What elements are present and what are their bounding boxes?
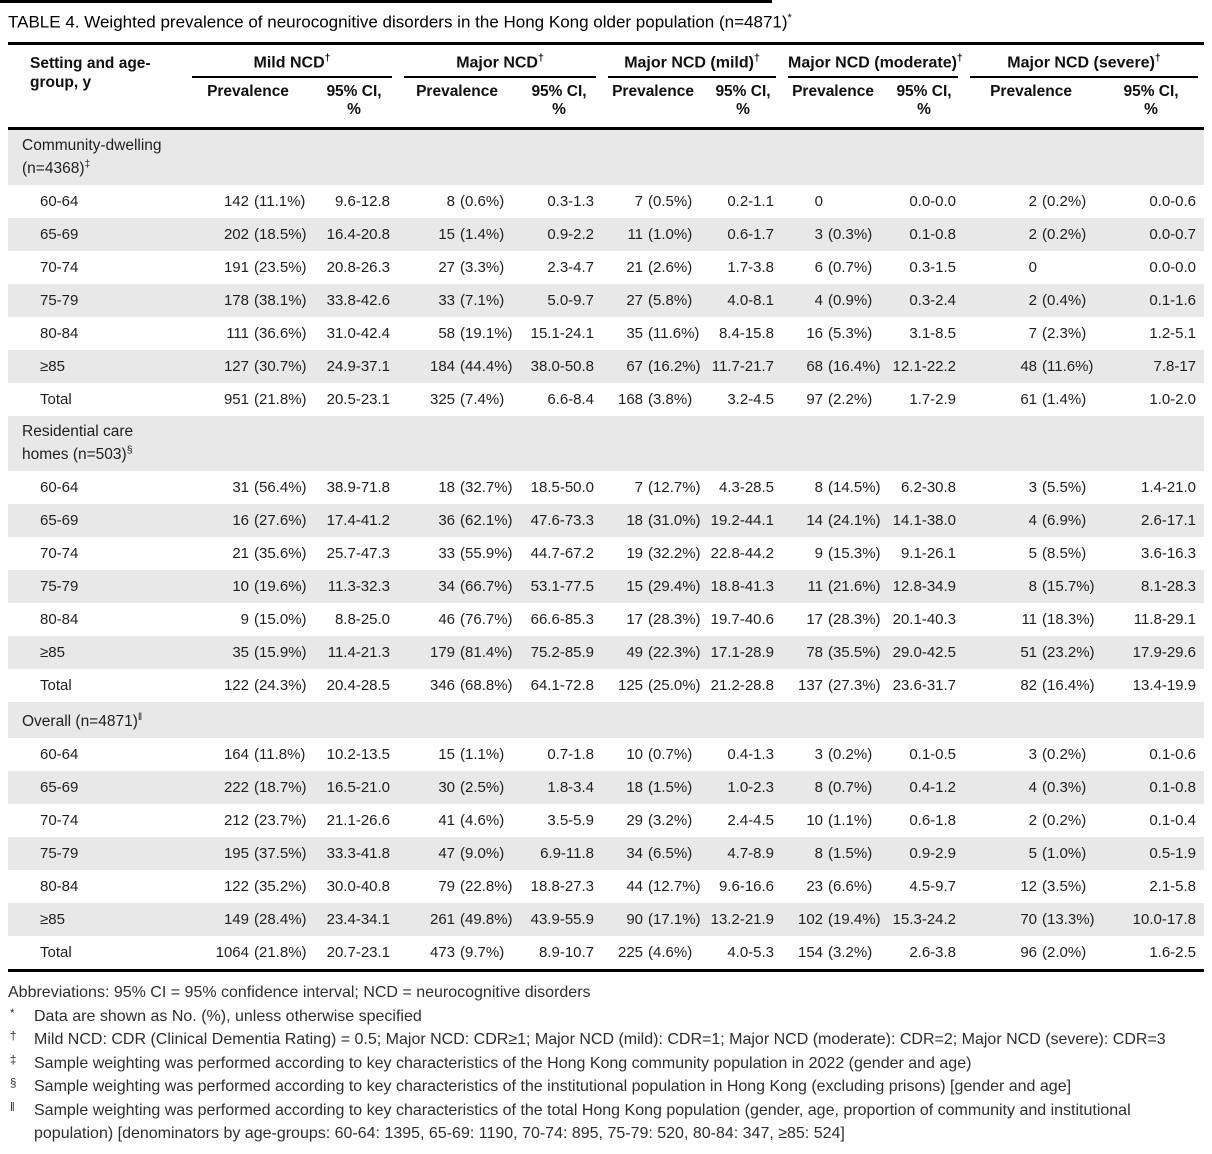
ci-cell: 1.0-2.3 [704, 771, 782, 804]
row-label: 65-69 [8, 504, 186, 537]
prevalence-cell: 261 (49.8%) [398, 903, 516, 936]
ci-cell: 0.4-1.3 [727, 746, 775, 764]
data-row [8, 317, 1204, 350]
ci-cell: 33.8-42.6 [310, 284, 398, 317]
ci-cell: 8.9-10.7 [516, 936, 602, 971]
footnote-section: § Sample weighting was performed according to key characteristics of the institutional population in Hong Kong (excluding prisons) [gender and age] [10, 1078, 1072, 1096]
prevalence-cell: 33 (55.9%) [438, 545, 513, 563]
section-header: Overall (n=4871)‖ [8, 702, 1204, 738]
prevalence-cell: 10 (19.6%) [186, 570, 310, 603]
prevalence-cell: 2 (0.2%) [964, 218, 1098, 251]
prevalence-cell: 58 (19.1%) [438, 325, 513, 343]
row-header-label: Setting and age-group, y [8, 43, 186, 128]
data-row [8, 603, 1204, 636]
prevalence-cell: 102 (19.4%) [782, 903, 884, 936]
data-row [8, 570, 1204, 603]
footnote-dagger: † Mild NCD: CDR (Clinical Dementia Rating) = 0.5; Major NCD: CDR≥1; Major NCD (mild): CDR=1; Major NCD (moderate): CDR=2; Major NCD (severe): CDR=3 [10, 1031, 1166, 1049]
prevalence-cell: 4 (0.9%) [782, 284, 884, 317]
data-row [8, 903, 1204, 936]
data-row [8, 771, 1204, 804]
ci-cell: 11.3-32.3 [310, 570, 398, 603]
ci-cell: 23.4-34.1 [310, 903, 398, 936]
prevalence-cell: 8 (14.5%) [814, 479, 881, 497]
prevalence-cell: 33 (7.1%) [398, 284, 516, 317]
ci-cell: 10.2-13.5 [326, 746, 391, 764]
ci-cell: 4.0-8.1 [704, 284, 782, 317]
ci-cell: 20.8-26.3 [326, 259, 391, 277]
ci-cell: 17.1-28.9 [704, 636, 782, 669]
prevalence-cell: 18 (1.5%) [602, 771, 704, 804]
prevalence-cell: 61 (1.4%) [1020, 391, 1087, 409]
ci-cell: 11.7-21.7 [704, 350, 782, 383]
ci-cell: 0.6-1.7 [704, 218, 782, 251]
prevalence-cell: 184 (44.4%) [398, 350, 516, 383]
ci-cell: 17.9-29.6 [1098, 636, 1204, 669]
data-row [8, 636, 1204, 669]
prevalence-cell: 11 (1.0%) [602, 218, 704, 251]
prevalence-cell: 97 (2.2%) [806, 391, 873, 409]
ci-cell: 21.2-28.8 [710, 677, 775, 695]
prevalence-cell: 11 (18.3%) [1021, 611, 1095, 629]
footnote-double-dagger: ‡ Sample weighting was performed according to key characteristics of the Hong Kong community population in 2022 (gender and age) [10, 1054, 972, 1072]
prevalence-cell: 34 (6.5%) [602, 837, 704, 870]
ci-cell: 11.8-29.1 [1133, 611, 1197, 629]
ci-cell: 4.0-5.3 [704, 936, 782, 971]
prevalence-cell: 325 (7.4%) [429, 391, 505, 409]
prevalence-cell: 17 (28.3%) [626, 611, 701, 629]
subheader-prevalence: Prevalence [782, 78, 884, 129]
ci-cell: 0.1-0.8 [1098, 771, 1204, 804]
group-header-major-ncd: Major NCD† [398, 43, 602, 78]
prevalence-cell: 9 (15.3%) [814, 545, 881, 563]
ci-cell: 4.7-8.9 [704, 837, 782, 870]
row-label: 75-79 [8, 837, 186, 870]
ci-cell: 53.1-77.5 [516, 570, 602, 603]
ci-cell: 19.7-40.6 [710, 611, 775, 629]
prevalence-cell: 4 (0.3%) [964, 771, 1098, 804]
prevalence-cell: 951 (21.8%) [223, 391, 307, 409]
ci-cell: 18.5-50.0 [530, 479, 595, 497]
ci-cell: 0.9-2.2 [516, 218, 602, 251]
prevalence-cell: 346 (68.8%) [429, 677, 513, 695]
prevalence-cell: 3 (0.2%) [814, 746, 873, 764]
ci-cell: 0.4-1.2 [884, 771, 964, 804]
ci-cell: 20.7-23.1 [310, 936, 398, 971]
ci-cell: 6.2-30.8 [900, 479, 957, 497]
row-label: 80-84 [40, 611, 79, 629]
subheader-ci: 95% CI, % [516, 78, 602, 129]
ci-cell: 66.6-85.3 [530, 611, 595, 629]
data-row [8, 350, 1204, 383]
prevalence-cell: 7 (0.5%) [634, 193, 693, 211]
prevalence-cell: 7 (2.3%) [1028, 325, 1087, 343]
prevalence-cell: 179 (81.4%) [398, 636, 516, 669]
prevalence-cell: 8 (0.6%) [446, 193, 505, 211]
prevalence-cell: 1064 (21.8%) [186, 936, 310, 971]
table-body [8, 128, 1204, 970]
row-label: 80-84 [40, 878, 79, 896]
section-row [8, 702, 1204, 738]
ci-cell: 0.7-1.8 [547, 746, 595, 764]
ci-cell: 19.2-44.1 [704, 504, 782, 537]
subheader-ci: 95% CI, % [704, 78, 782, 129]
prevalence-cell: 17 (28.3%) [806, 611, 881, 629]
ci-cell: 2.6-3.8 [884, 936, 964, 971]
row-label: 60-64 [40, 479, 79, 497]
prevalence-cell: 222 (18.7%) [186, 771, 310, 804]
data-row [8, 936, 1204, 971]
prevalence-cell: 8 (15.7%) [964, 570, 1098, 603]
prevalence-cell: 3 (5.5%) [1028, 479, 1087, 497]
row-label: Total [8, 936, 186, 971]
ci-cell: 15.1-24.1 [530, 325, 595, 343]
prevalence-cell: 122 (35.2%) [223, 878, 307, 896]
ci-cell: 38.0-50.8 [516, 350, 602, 383]
ci-cell: 1.7-3.8 [727, 259, 775, 277]
prevalence-cell: 149 (28.4%) [186, 903, 310, 936]
prevalence-cell: 46 (76.7%) [438, 611, 513, 629]
data-row [8, 537, 1204, 570]
ci-cell: 1.6-2.5 [1098, 936, 1204, 971]
prevalence-cell: 12 (3.5%) [1020, 878, 1087, 896]
ci-cell: 22.8-44.2 [710, 545, 775, 563]
ci-cell: 38.9-71.8 [326, 479, 391, 497]
data-row [8, 738, 1204, 771]
prevalence-cell: 27 (5.8%) [602, 284, 704, 317]
ci-cell: 0.1-0.6 [1149, 746, 1197, 764]
prevalence-cell: 27 (3.3%) [438, 259, 505, 277]
ci-cell: 0.3-1.3 [547, 193, 595, 211]
row-label: 65-69 [8, 771, 186, 804]
ci-cell: 12.1-22.2 [884, 350, 964, 383]
ci-cell: 4.3-28.5 [718, 479, 775, 497]
group-header-major-ncd-severe: Major NCD (severe)† [964, 43, 1204, 78]
prevalence-cell: 10 (1.1%) [806, 812, 873, 830]
data-row [8, 383, 1204, 416]
ci-cell: 2.3-4.7 [547, 259, 595, 277]
prevalence-cell: 51 (23.2%) [964, 636, 1098, 669]
prevalence-cell: 16 (5.3%) [806, 325, 873, 343]
ci-cell: 23.6-31.7 [892, 677, 957, 695]
ci-cell: 8.1-28.3 [1098, 570, 1204, 603]
subheader-prevalence: Prevalence [398, 78, 516, 129]
prevalence-cell: 49 (22.3%) [602, 636, 704, 669]
prevalence-cell: 10 (0.7%) [626, 746, 693, 764]
ci-cell: 1.8-3.4 [516, 771, 602, 804]
ci-cell: 0.0-0.0 [909, 193, 957, 211]
prevalence-cell: 47 (9.0%) [398, 837, 516, 870]
ci-cell: 3.6-16.3 [1140, 545, 1197, 563]
ci-cell: 20.4-28.5 [326, 677, 391, 695]
row-label: 75-79 [8, 570, 186, 603]
table-title-footnote-marker: * [787, 12, 792, 24]
ci-cell: 11.4-21.3 [310, 636, 398, 669]
row-label: 65-69 [8, 218, 186, 251]
prevalence-cell: 3 (0.2%) [1028, 746, 1087, 764]
ci-cell: 0.5-1.9 [1098, 837, 1204, 870]
row-label: ≥85 [8, 903, 186, 936]
prevalence-cell: 15 (29.4%) [602, 570, 704, 603]
prevalence-cell: 70 (13.3%) [964, 903, 1098, 936]
prevalence-cell: 35 (15.9%) [186, 636, 310, 669]
cropped-top-rule [0, 0, 772, 3]
prevalence-cell: 44 (12.7%) [626, 878, 701, 896]
subheader-ci: 95% CI, % [1098, 78, 1204, 129]
ci-cell: 31.0-42.4 [326, 325, 391, 343]
prevalence-cell: 15 (1.4%) [398, 218, 516, 251]
prevalence-cell: 2 (0.2%) [1028, 812, 1087, 830]
footnotes [8, 981, 1204, 1146]
ci-cell: 0.1-0.5 [909, 746, 957, 764]
prevalence-cell: 23 (6.6%) [806, 878, 873, 896]
prevalence-cell: 125 (25.0%) [617, 677, 701, 695]
ci-cell: 13.4-19.9 [1132, 677, 1197, 695]
ci-cell: 2.1-5.8 [1149, 878, 1197, 896]
section-footnote-marker: § [126, 444, 133, 457]
prevalence-cell: 16 (27.6%) [186, 504, 310, 537]
ci-cell: 14.1-38.0 [884, 504, 964, 537]
ci-cell: 44.7-67.2 [530, 545, 595, 563]
row-label: Total [40, 391, 72, 409]
prevalence-cell: 29 (3.2%) [626, 812, 693, 830]
subheader-ci: 95% CI, % [310, 78, 398, 129]
prevalence-cell: 14 (24.1%) [782, 504, 884, 537]
prevalence-cell: 78 (35.5%) [782, 636, 884, 669]
ci-cell: 4.5-9.7 [909, 878, 957, 896]
prevalence-cell: 191 (23.5%) [223, 259, 307, 277]
ci-cell: 0.1-1.6 [1098, 284, 1204, 317]
ci-cell: 6.6-8.4 [547, 391, 595, 409]
table-title-text: TABLE 4. Weighted prevalence of neurocognitive disorders in the Hong Kong older population (n=4871) [8, 12, 788, 32]
table-title [8, 12, 1204, 33]
ci-cell: 0.0-0.6 [1149, 193, 1197, 211]
ci-cell: 8.8-25.0 [334, 611, 391, 629]
prevalence-cell: 195 (37.5%) [186, 837, 310, 870]
ci-cell: 0.1-0.4 [1149, 812, 1197, 830]
section-row [8, 416, 1204, 471]
row-label: 60-64 [40, 746, 79, 764]
ci-cell: 16.5-21.0 [310, 771, 398, 804]
prevalence-cell: 168 (3.8%) [617, 391, 693, 409]
ci-cell: 0.2-1.1 [727, 193, 775, 211]
subheader-ci: 95% CI, % [884, 78, 964, 129]
ci-cell: 6.9-11.8 [516, 837, 602, 870]
row-label: Total [40, 677, 72, 695]
prevalence-cell: 212 (23.7%) [223, 812, 307, 830]
ci-cell: 3.5-5.9 [547, 812, 595, 830]
ci-cell: 43.9-55.9 [516, 903, 602, 936]
ci-cell: 0.0-0.7 [1098, 218, 1204, 251]
subheader-prevalence: Prevalence [602, 78, 704, 129]
section-footnote-marker: ‖ [137, 711, 143, 724]
footnote-asterisk: * Data are shown as No. (%), unless otherwise specified [10, 1007, 422, 1025]
ci-cell: 1.0-2.0 [1149, 391, 1197, 409]
group-header-major-ncd-mild: Major NCD (mild)† [602, 43, 782, 78]
ci-cell: 29.0-42.5 [884, 636, 964, 669]
ci-cell: 20.1-40.3 [892, 611, 957, 629]
row-label: 80-84 [40, 325, 79, 343]
ci-cell: 1.7-2.9 [909, 391, 957, 409]
prevalence-cell: 137 (27.3%) [797, 677, 881, 695]
ci-cell: 9.6-16.6 [718, 878, 775, 896]
row-label: ≥85 [8, 636, 186, 669]
ci-cell: 17.4-41.2 [310, 504, 398, 537]
prevalence-cell: 5 (1.0%) [964, 837, 1098, 870]
prevalence-cell: 15 (1.1%) [438, 746, 505, 764]
section-footnote-marker: ‡ [84, 157, 91, 170]
prevalence-cell: 473 (9.7%) [398, 936, 516, 971]
ci-cell: 3.1-8.5 [909, 325, 957, 343]
prevalence-cell: 7 (12.7%) [634, 479, 701, 497]
prevalence-cell: 122 (24.3%) [223, 677, 307, 695]
ci-cell: 0.3-2.4 [884, 284, 964, 317]
prevalence-cell: 225 (4.6%) [602, 936, 704, 971]
prevalence-cell: 19 (32.2%) [626, 545, 701, 563]
ci-cell: 0.9-2.9 [884, 837, 964, 870]
prevalence-cell: 9 (15.0%) [240, 611, 307, 629]
prevalence-cell: 8 (1.5%) [782, 837, 884, 870]
prevalence-cell: 34 (66.7%) [398, 570, 516, 603]
ci-cell: 47.6-73.3 [516, 504, 602, 537]
footnote-abbreviations: Abbreviations: 95% CI = 95% confidence interval; NCD = neurocognitive disorders [8, 984, 591, 1002]
data-row [8, 870, 1204, 903]
prevalence-cell: 2 (0.2%) [1028, 193, 1087, 211]
ci-cell: 2.4-4.5 [727, 812, 775, 830]
prevalence-cell: 142 (11.1%) [223, 193, 306, 211]
data-row [8, 471, 1204, 504]
ci-cell: 1.2-5.1 [1149, 325, 1197, 343]
prevalence-cell: 67 (16.2%) [602, 350, 704, 383]
prevalence-cell: 164 (11.8%) [223, 746, 306, 764]
prevalence-cell: 11 (21.6%) [782, 570, 884, 603]
prevalence-cell: 18 (32.7%) [438, 479, 513, 497]
prevalence-cell: 82 (16.4%) [1020, 677, 1095, 695]
prevalence-cell: 4 (6.9%) [964, 504, 1098, 537]
row-label: 70-74 [40, 259, 79, 277]
data-row [8, 284, 1204, 317]
ci-cell: 30.0-40.8 [326, 878, 391, 896]
prevalence-cell: 8 (0.7%) [782, 771, 884, 804]
ci-cell: 8.4-15.8 [718, 325, 775, 343]
prevalence-cell: 154 (3.2%) [782, 936, 884, 971]
data-row [8, 837, 1204, 870]
row-label: 60-64 [40, 193, 79, 211]
section-row [8, 128, 1204, 185]
data-row [8, 804, 1204, 837]
footnote-parallel: ‖ Sample weighting was performed according to key characteristics of the total Hong Kong population (gender, age, proportion of community and institutional population) [denominators by age-groups: 60-64: 1395, 65-69: 1190, 70-74: 895, 75-79: 520, 80-84: 347, ≥85: 524] [10, 1101, 1131, 1143]
subheader-prevalence: Prevalence [964, 78, 1098, 129]
ci-cell: 0.1-0.8 [884, 218, 964, 251]
ci-cell: 7.8-17 [1098, 350, 1204, 383]
prevalence-cell: 0 [814, 193, 824, 211]
prevalence-cell: 6 (0.7%) [814, 259, 873, 277]
ci-cell: 16.4-20.8 [310, 218, 398, 251]
prevalence-cell: 0 [1028, 259, 1038, 277]
ci-cell: 13.2-21.9 [704, 903, 782, 936]
prevalence-cell: 68 (16.4%) [782, 350, 884, 383]
data-row [8, 251, 1204, 284]
prevalence-cell: 5 (8.5%) [1028, 545, 1087, 563]
ci-cell: 25.7-47.3 [326, 545, 391, 563]
prevalence-cell: 127 (30.7%) [186, 350, 310, 383]
prevalence-cell: 3 (0.3%) [782, 218, 884, 251]
ci-cell: 24.9-37.1 [310, 350, 398, 383]
data-row [8, 669, 1204, 702]
prevalence-cell: 18 (31.0%) [602, 504, 704, 537]
prevalence-cell: 178 (38.1%) [186, 284, 310, 317]
row-label: 70-74 [40, 545, 79, 563]
data-row [8, 504, 1204, 537]
section-header: Community-dwelling (n=4368)‡ [8, 128, 1204, 185]
ci-cell: 5.0-9.7 [516, 284, 602, 317]
ci-cell: 75.2-85.9 [516, 636, 602, 669]
row-label: 70-74 [40, 812, 79, 830]
ci-cell: 9.6-12.8 [334, 193, 391, 211]
ci-cell: 2.6-17.1 [1098, 504, 1204, 537]
prevalence-cell: 2 (0.4%) [964, 284, 1098, 317]
ci-cell: 21.1-26.6 [326, 812, 391, 830]
prevalence-cell: 41 (4.6%) [438, 812, 505, 830]
data-row [8, 218, 1204, 251]
prevalence-cell: 48 (11.6%) [964, 350, 1098, 383]
prevalence-cell: 202 (18.5%) [186, 218, 310, 251]
group-header-major-ncd-moderate: Major NCD (moderate)† [782, 43, 964, 78]
prevalence-cell: 111 (36.6%) [226, 325, 307, 343]
ci-cell: 1.4-21.0 [1140, 479, 1197, 497]
prevalence-cell: 35 (11.6%) [626, 325, 700, 343]
prevalence-cell: 96 (2.0%) [964, 936, 1098, 971]
prevalence-cell: 90 (17.1%) [602, 903, 704, 936]
ci-cell: 33.3-41.8 [310, 837, 398, 870]
data-row [8, 185, 1204, 218]
table-header [8, 43, 1204, 128]
ci-cell: 15.3-24.2 [884, 903, 964, 936]
section-header: Residential care homes (n=503)§ [8, 416, 1204, 471]
ci-cell: 18.8-41.3 [704, 570, 782, 603]
ci-cell: 9.1-26.1 [900, 545, 957, 563]
prevalence-cell: 30 (2.5%) [398, 771, 516, 804]
ci-cell: 18.8-27.3 [530, 878, 595, 896]
ci-cell: 0.0-0.0 [1149, 259, 1197, 277]
prevalence-cell: 36 (62.1%) [398, 504, 516, 537]
prevalence-cell: 21 (35.6%) [232, 545, 307, 563]
prevalence-cell: 31 (56.4%) [232, 479, 307, 497]
ci-cell: 12.8-34.9 [884, 570, 964, 603]
ci-cell: 10.0-17.8 [1098, 903, 1204, 936]
row-label: 75-79 [8, 284, 186, 317]
group-header-mild-ncd: Mild NCD† [186, 43, 398, 78]
ci-cell: 0.6-1.8 [909, 812, 957, 830]
prevalence-table [8, 42, 1204, 973]
prevalence-cell: 21 (2.6%) [626, 259, 693, 277]
prevalence-cell: 79 (22.8%) [438, 878, 513, 896]
ci-cell: 3.2-4.5 [727, 391, 775, 409]
subheader-prevalence: Prevalence [186, 78, 310, 129]
ci-cell: 64.1-72.8 [530, 677, 595, 695]
row-label: ≥85 [8, 350, 186, 383]
ci-cell: 20.5-23.1 [326, 391, 391, 409]
ci-cell: 0.3-1.5 [909, 259, 957, 277]
